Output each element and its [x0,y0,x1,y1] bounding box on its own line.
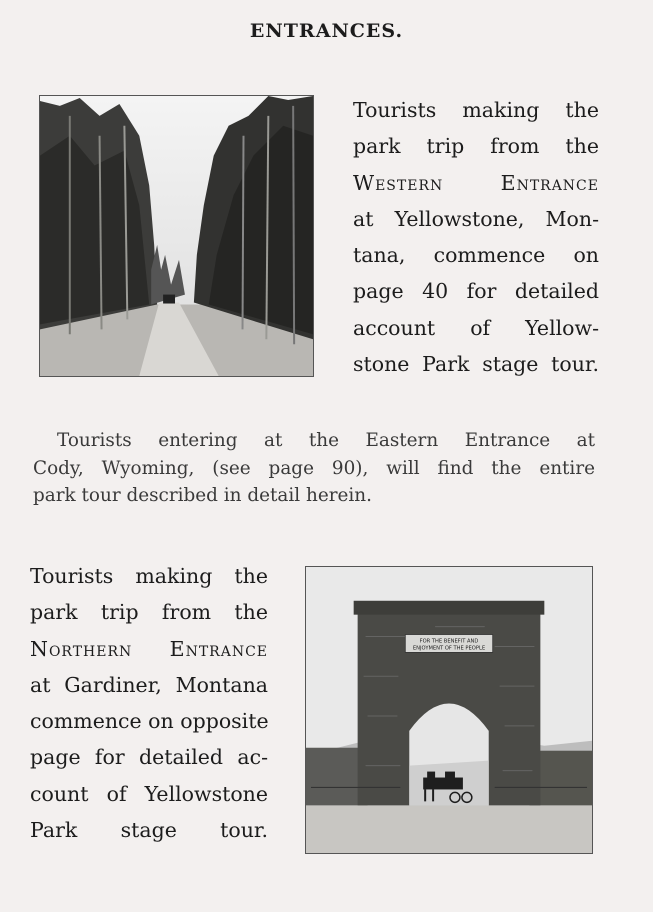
northern-entrance-arch-photo [305,566,593,854]
northern-line: commence on opposite [30,709,269,734]
arch-inscription-1: FOR THE BENEFIT AND [419,638,479,645]
northern-line: count of Yellowstone [30,781,268,806]
western-line: Tourists making the [353,98,599,122]
northern-entrance-text [30,558,268,848]
western-line: account of Yellow- [353,315,599,340]
page-title: ENTRANCES. [249,20,404,42]
eastern-entrance-text [33,427,595,510]
western-entrance-photo [39,95,314,377]
western-line: stone Park stage tour. [353,352,599,377]
western-entrance-text [353,92,599,382]
eastern-line: Cody, Wyoming, (see page 90), will find the entire [33,457,595,479]
northern-entrance-name: Northern Entrance [30,636,268,661]
northern-line: park trip from the [30,600,268,625]
northern-line: at Gardiner, Montana [30,672,268,697]
northern-line: Tourists making the [30,564,268,588]
eastern-line: park tour described in detail herein. [33,485,372,506]
arch-inscription-2: ENJOYMENT OF THE PEOPLE [412,645,486,652]
western-line: page 40 for detailed [353,279,599,304]
western-line: park trip from the [353,134,599,159]
northern-line: Park stage tour. [30,818,268,843]
northern-line: page for detailed ac- [30,745,268,770]
western-line: tana, commence on [353,243,599,268]
western-entrance-name: Western Entrance [353,170,599,195]
western-line: at Yellowstone, Mon- [353,206,599,231]
eastern-line: Tourists entering at the Eastern Entrance at [57,430,595,451]
